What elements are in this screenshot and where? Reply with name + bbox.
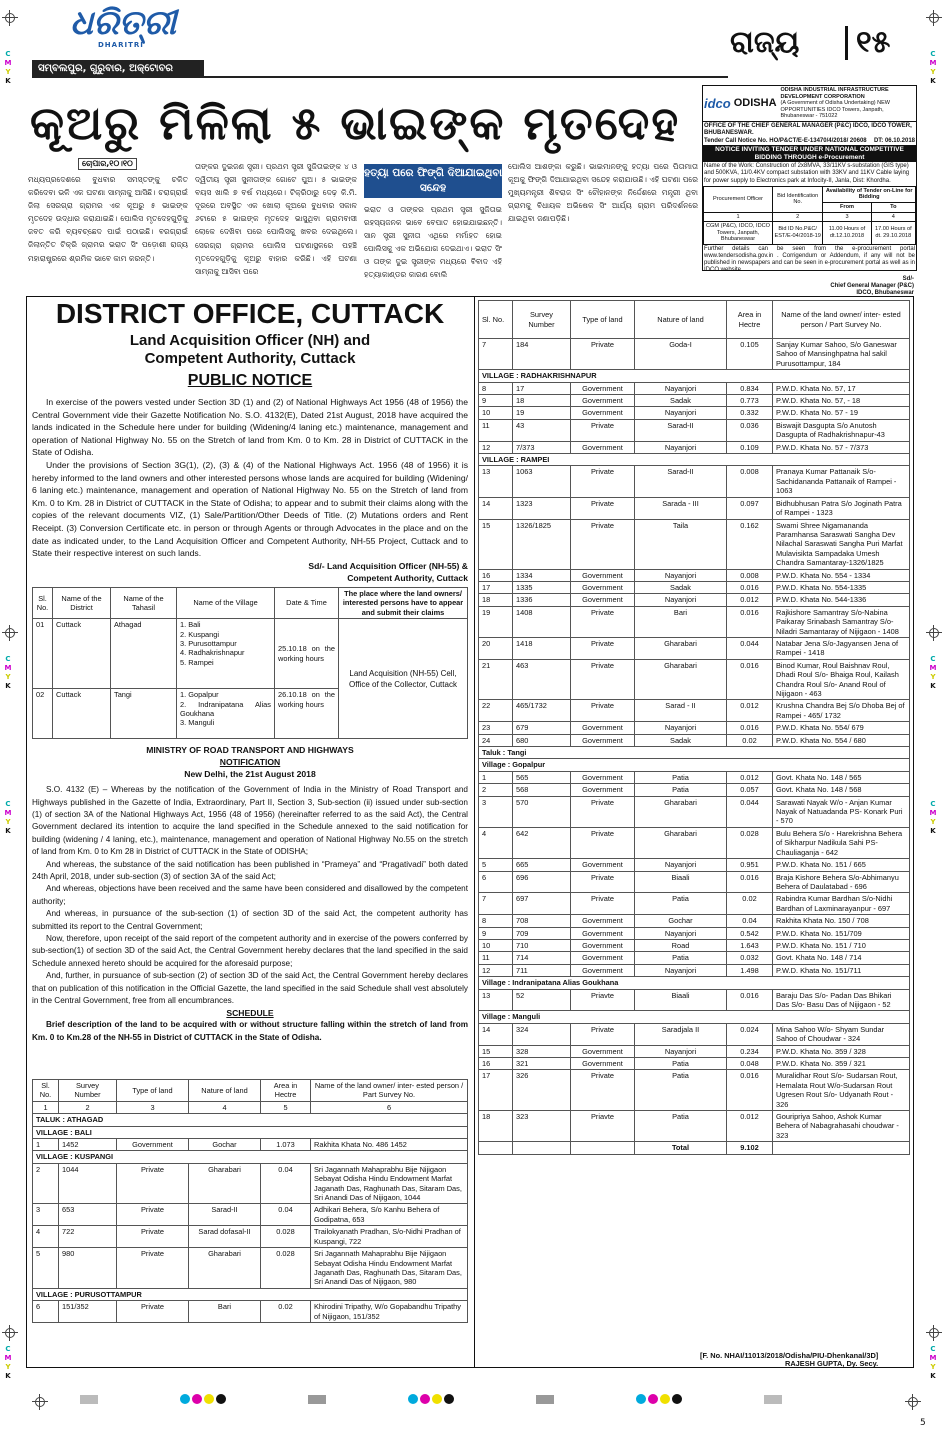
registration-mark bbox=[2, 10, 18, 26]
idco-logo: idco bbox=[704, 95, 731, 111]
odisha-logo: ODISHA bbox=[733, 96, 777, 109]
table-row: 3 570 Private Gharabari 0.044 Sarawati Nayak W/o - Anjan Kumar Nayak of Natuadanda PS- Konark Puri - 570 bbox=[479, 796, 910, 827]
village-row: Taluk : Tangi bbox=[479, 747, 910, 759]
column-divider bbox=[474, 296, 475, 1368]
tender-table: Procurement Officer Bid Identification No. Availability of Tender on-Line for Bidding From To 1 2 3 4 CGM (P&C), IDCO, IDCO Towers, Janpath, Bhubaneswar Bid ID No.P&C/ EST/E-04/2018-19 11.00 Hours of dt.12.10.2018 17.00 Hours of dt. 29.10.2018 bbox=[703, 186, 916, 245]
table-row: 13 52 Priavte Biaali 0.016 Baraju Das S/o- Padan Das Bhikari Das S/o- Basu Das of Nijigaon - 52 bbox=[479, 989, 910, 1011]
table-row: 14 324 Private Saradjala II 0.024 Mina Sahoo W/o- Shyam Sundar Sahoo of Choudwar - 324 bbox=[479, 1023, 910, 1045]
story-column-4: ପୋଲିସ ଆଶଙ୍କା କରୁଛି। ଭାଇମାନଙ୍କୁ ହତ୍ୟା ପରେ ପିତାମାତା କୂଅକୁ ଫିଙ୍ଗି ଦିଆଯାଇଥିବା ସନ୍ଦେହ କରାଯାଉଛି। ଏହି ଘଟଣା ପରେ ମୁଖ୍ୟମନ୍ତ୍ରୀ ଶିବରାଜ ସିଂ ଚୌହାନଙ୍କ ନିର୍ଦ୍ଦେଶରେ ମନ୍ତ୍ରୀ ଥିବା ଗ୍ରାମକୁ ବିଧାୟକ ଅଭିଷେକ ସିଂ ଆର୍ଯ୍ୟ ଗ୍ରାମ ପରିଦର୍ଶନରେ ଯାଇଥିବା ଜଣାପଡ଼ିଛି। bbox=[508, 162, 698, 224]
table-row: 21 463 Private Gharabari 0.016 Binod Kumar, Roul Baishnav Roul, Dhadi Roul S/o- Bhaiga Roul, Kailash Chandra Roul S/o- Anand Roul of Nijigaon - 463 bbox=[479, 659, 910, 700]
table-row: 1 1452 Government Gochar 1.073 Rakhita Khata No. 486 1452 bbox=[33, 1139, 468, 1151]
cmyk-marks: C M Y K bbox=[929, 1345, 937, 1380]
table-row: 13 1063 Private Sarad-II 0.008 Pranaya Kumar Pattanaik S/o-Sachidananda Pattanaik of Rampei - 1063 bbox=[479, 466, 910, 497]
newspaper-logo-sub: DHARITRI bbox=[98, 41, 144, 49]
registration-mark bbox=[926, 10, 942, 26]
registration-mark bbox=[2, 1325, 18, 1341]
headline: କୂଅରୁ ମିଳିଲା ୫ ଭାଇଙ୍କ ମୃତଦେହ bbox=[30, 96, 681, 150]
cmyk-marks: C M Y K bbox=[4, 655, 12, 690]
registration-mark bbox=[926, 1325, 942, 1341]
notice-para-1: In exercise of the powers vested under Section 3D (1) and (2) of National Highways Act 1956 (48 of 1956) the Central Government vide their Gazette Notification No. S.O. 4132(E), Dated 21st August, 2018 have acquired the lands indicated in the Schedule here under for building (Widening/4 laning etc.) maintenance, management and operation of National Highway No. 55 on the Stretch of land from Km. 0 to Km. 28 in District of CUTTACK in the State of Odisha. bbox=[32, 397, 468, 458]
table-row: 4 642 Private Gharabari 0.028 Bulu Behera S/o - Harekrishna Behera of Sikharpur Nadikula Sahi PS- Chauliaganja - 642 bbox=[479, 827, 910, 858]
cmyk-marks: C M Y K bbox=[4, 50, 12, 85]
notice-signature: Sd/- Land Acquisition Officer (NH-55) & Competent Authority, Cuttack bbox=[308, 560, 468, 584]
notice-para-2: Under the provisions of Section 3G(1), (2), (3) & (4) of the National Highways Act. 1956 (48 of 1956) it is hereby informed to the land owners and other interested persons whose lands are acquired for building (Widening/ 6 laning etc.) maintenance, management and operation of National Highway No. 55 on the Stretch of land from Km. 0 to Km. 28 in District of CUTTACK in the State of Odisha; to appear and to submit their claims along with the copies of the relevant documents VIZ, (1) Sale/Partition/Other Deeds of Title. (2) Mutations orders and Rent Receipt. (3) Conversion Certificate etc. in person or through Agents or through Advocates in the place and on the date as indicated under, to the Land Acquisition Officer and Competent Authority, NH-55 Project, Cuttack and to State their respective interest on such lands. bbox=[32, 459, 468, 559]
registration-mark bbox=[2, 625, 18, 641]
table-row: 5 665 Government Nayanjori 0.951 P.W.D. Khata No. 151 / 665 bbox=[479, 859, 910, 871]
tender-notice-no: Tender Call Notice No. HO/P&CT/E-E-13470/4/2018/ 20608 bbox=[704, 137, 867, 144]
table-row: 24 680 Government Sadak 0.02 P.W.D. Khata No. 554 / 680 bbox=[479, 734, 910, 746]
registration-mark bbox=[926, 625, 942, 641]
village-row: Village : Manguli bbox=[479, 1011, 910, 1023]
deputy-secretary-signature: RAJESH GUPTA, Dy. Secy. bbox=[785, 1359, 879, 1368]
schedule-table-left: Sl. No. Survey Number Type of land Nature of land Area in Hectre Name of the land owner/ inter- ested person / Part Survey No. 1 2 3 4 5 6 TALUK : ATHAGAD VILLAGE : BALI 1 1452 Government Gochar 1.073 Rakhita Khata No. 486 1452 VILLAGE : KUSPANGI 2 1044 Private Gharabari 0.04 Sri Jagannath Mahaprabhu Bije Nijigaon Sebayat Odisha Hindu Endowment Marfat Jaganath Das, Raghunath Das, Sitaram Das, Sri Anandi Das of Nijigaon, 1044 3 653 Private Sarad-II 0.04 Adhikari Behera, S/o Kanhu Behera of Godipatna, 653 4 722 Private Sarad dofasal-II 0.028 Trailokyanath Pradhan, S/o-Nidhi Pradhan of Kuspangi, 722 5 980 Private Gharabari 0.028 Sri Jagannath Mahaprabhu Bije Nijigaon Sebayat Odisha Hindu Endowment Marfat Jaganath Das, Raghunath Das, Sitaram Das, Sri Anandi Das of Nijigaon, 980 VILLAGE : PURUSOTTAMPUR 6 151/352 Private Bari 0.02 Khirodini Tripathy, W/o Gopabandhu Tripathy of Nijigaon, 151/352 bbox=[32, 1079, 468, 1323]
total-label: Total bbox=[635, 1142, 727, 1154]
table-row: 17 326 Private Patia 0.016 Muralidhar Rout S/o- Sudarsan Rout, Hemalata Rout W/o-Sudarsan Rout Ugresen Rout S/o- Udyanath Rout - 326 bbox=[479, 1070, 910, 1111]
table-row: 12 711 Government Nayanjori 1.498 P.W.D. Khata No. 151/711 bbox=[479, 964, 910, 976]
public-notice-heading: PUBLIC NOTICE bbox=[187, 372, 313, 389]
page-number: ୧୫ bbox=[845, 26, 890, 60]
tender-further: Further details can be seen from the e-procurement portal www.tendersodisha.gov.in . Corrigendum or Addendum, if any will not be published in newspapers and can be seen in e-procurement portal as well as in IDCO website. bbox=[704, 245, 915, 274]
table-row: 15 1326/1825 Private Taila 0.162 Swami Shree Nigamananda Paramhansa Saraswati Sangha Dev Nilachal Saraswati Sangha Puri Marfat Mulavisikta Sampadaka Umesh Chandra Samantaray-1326/1825 bbox=[479, 519, 910, 569]
story-column-3: ଭରାତ ଓ ତାଙ୍କର ପ୍ରଥମ ସ୍ତ୍ରୀ ସୁଜିତାଇ ରହସ୍ୟଜନକ ଭାବେ ବେପାତ ହୋଇଯାଇଛନ୍ତି। ସାନ ସ୍ତ୍ରୀ ସୁନୀତା ଏଥିରେ ମର୍ମାହତ ହୋଇ ପୋଲିସକୁ ଏକ ଅଭିଯୋଗ ଦେଇଥାଏ। ଭରାତ ସିଂ ଓ ତାଙ୍କ ଦୁଇ ସ୍ତ୍ରୀଙ୍କ ମଧ୍ୟରେ ବିବାଦ ଏହି ହତ୍ୟାକାଣ୍ଡର କାରଣ ବୋଲି bbox=[364, 205, 502, 280]
table-row: 3 653 Private Sarad-II 0.04 Adhikari Behera, S/o Kanhu Behera of Godipatna, 653 bbox=[33, 1204, 468, 1226]
total-area: 9.102 bbox=[727, 1142, 773, 1154]
registration-mark bbox=[32, 1394, 48, 1410]
cmyk-marks: C M Y K bbox=[929, 800, 937, 835]
notification-para-4: And whereas, in pursuance of the sub-section (1) of section 3D of the said Act, the competent authority has submitted its report to the Central Government; bbox=[32, 909, 468, 931]
notification-para-1: S.O. 4132 (E) – Whereas by the notification of the Government of India in the Ministry of Road Transport and Highways published in the Gazette of India, Extraordinary, Part II, Section 3, Sub-section (ii) issued under sub-section (1) of section 3A of the National Highways Act, 1956 (48 of 1956) (hereinafter referred to as the said Act), the Central Government declared its intention to acquire the land specified in the Schedule annexed to the said notification for building (widening / 4 laning, etc.), maintenance, management and operation of National Highway No.55 on the stretch of land from Km. 0 to Km 28 in District of CUTTACK in the State of ODISHA; bbox=[32, 785, 468, 857]
section-name: ରାଜ୍ୟ bbox=[730, 25, 800, 60]
cmyk-marks: C M Y K bbox=[4, 1345, 12, 1380]
table-row: 16 1334 Government Nayanjori 0.008 P.W.D. Khata No. 554 - 1334 bbox=[479, 569, 910, 581]
hearing-table: Sl. No. Name of the District Name of the Tahasil Name of the Village Date & Time The place where the land owners/ interested persons have to appear and submit their claims 01 Cuttack Athagad 1. Bali 2. Kuspangi 3. Purusottampur 4. Radhakrishnapur 5. Rampei 25.10.18 on the working hours Land Acquisition (NH-55) Cell, Office of the Collector, Cuttack 02 Cuttack Tangi 1. Gopalpur 2. Indranipatana Alias Goukhana 3. Manguli 26.10.18 on the working hours bbox=[32, 587, 468, 739]
tender-band: NOTICE INVITING TENDER UNDER NATIONAL COMPETITIVE BIDDING THROUGH e-Procurement bbox=[703, 145, 916, 162]
story-column-2: ତାଙ୍କର ଦୁଇଜଣ ସ୍ତ୍ରୀ। ପ୍ରଥମ ସ୍ତ୍ରୀ ସୁଜିତାଇଙ୍କ ୪ ଓ ଦ୍ୱିତୀୟ ସ୍ତ୍ରୀ ସୁନୀତାଙ୍କ ଗୋଟେ ପୁଅ। ୫ ଭାଇଙ୍କ ବୟସ ଖାଲି ୭ ବର୍ଷ ମଧ୍ୟରେ। ଟିକ୍ରିଠାରୁ ଦେଢ଼ କି.ମି. ଦୂରରେ ଅବସ୍ଥିତ ଏକ ଖୋଲା କୂଅରେ ବୁଧବାର ସକାଳ ୬ଟାରେ ୫ ଭାଇଙ୍କ ମୃତଦେହ ଭାସୁଥିବା ଗ୍ରାମବାସୀ ଲୋକେ ଦେଖିବା ପରେ ପୋଲିସକୁ ଖବର ଦେଇଥିଲେ। ସେରଗ୍ରା ଗ୍ରାମର ପୋଲିସ ଘଟଣାସ୍ଥଳରେ ପହଞ୍ଚି ମୃତଦେହଗୁଡ଼ିକୁ କୂଅରୁ ବାହାର କରିଛି। ଏହି ଘଟଣା ସାମ୍ନାକୁ ଆସିବା ପରେ bbox=[195, 162, 357, 276]
table-row: 9 709 Government Nayanjori 0.542 P.W.D. Khata No. 151/709 bbox=[479, 927, 910, 939]
table-row: 23 679 Government Nayanjori 0.016 P.W.D. Khata No. 554/ 679 bbox=[479, 722, 910, 734]
table-row: 9 18 Government Sadak 0.773 P.W.D. Khata No. 57, - 18 bbox=[479, 395, 910, 407]
table-row: 2 568 Government Patia 0.057 Govt. Khata No. 148 / 568 bbox=[479, 784, 910, 796]
cmyk-marks: C M Y K bbox=[4, 800, 12, 835]
village-row: VILLAGE : BALI bbox=[33, 1126, 468, 1138]
notice-subtitle: Land Acquisition Officer (NH) and Competent Authority, Cuttack bbox=[129, 332, 371, 367]
village-row: VILLAGE : KUSPANGI bbox=[33, 1151, 468, 1163]
table-row: 5 980 Private Gharabari 0.028 Sri Jagannath Mahaprabhu Bije Nijigaon Sebayat Odisha Hindu Endowment Marfat Jaganath Das, Raghunath Das, Sitaram Das, Sri Anandi Das of Nijigaon, 980 bbox=[33, 1248, 468, 1289]
registration-mark bbox=[905, 1394, 921, 1410]
table-row: 2 1044 Private Gharabari 0.04 Sri Jagannath Mahaprabhu Bije Nijigaon Sebayat Odisha Hindu Endowment Marfat Jaganath Das, Raghunath Das, Sitaram Das, Sri Anandi Das of Nijigaon, 1044 bbox=[33, 1163, 468, 1204]
table-row: 17 1335 Government Sadak 0.016 P.W.D. Khata No. 554-1335 bbox=[479, 581, 910, 593]
table-row: 10 710 Government Road 1.643 P.W.D. Khata No. 151 / 710 bbox=[479, 939, 910, 951]
village-row: VILLAGE : RADHAKRISHNAPUR bbox=[479, 370, 910, 382]
table-row: 22 465/1732 Private Sarad - II 0.012 Krushna Chandra Bej S/o Dhoba Bej of Rampei - 465/ 1732 bbox=[479, 700, 910, 722]
tender-work: Name of the Work: Construction of 2x8MVA, 33/11KV s-substation (GIS type) and 500KVA, 11/0.4KV compact substation with 33KV and 11KV Cable laying for power supply to Electronics park at Infocity-II, Janla, Dist: Khordha. bbox=[704, 163, 910, 184]
tender-org-sub: (A Government of Odisha Undertaking) NEW OPPORTUNITIES IDCO Towers, Janpath, Bhubaneswar - 751022 bbox=[780, 100, 890, 119]
story-column-1: ମଧ୍ୟପ୍ରଦେଶରେ ବୁଧବାର ସମସ୍ତଙ୍କୁ ଚକିତ କରିଦେବା ଭଳି ଏକ ଘଟଣା ସାମ୍ନାକୁ ଆସିଛି। ଚରାଗ୍ରାଇଁ ଜିଲା ସେରଗ୍ରା ଗ୍ରାମର ଏକ କୂଅରୁ ୫ ଭାଇଙ୍କ ମୃତଦେହ ଉଦ୍ଧାର କରାଯାଇଛି। ପୋଲିସ ମୃତଦେହଗୁଡ଼ିକୁ ଜବତ କରି ବ୍ୟବଚ୍ଛେଦ ପାଇଁ ପଠାଇଛି। ବରଗ୍ରାଇଁ ଜିଲାନ୍ତିତ ଟିକ୍ରି ଗ୍ରାମର ଭରାତ ସିଂ ପଡ଼ୋଶୀ ରାଜ୍ୟ ମହାରାଷ୍ଟ୍ରରେ ଶ୍ରମିକ ଭାବେ କାମ କରନ୍ତି। bbox=[28, 175, 188, 263]
table-row: 11 43 Private Sarad-II 0.036 Biswajit Dasgupta S/o Anutosh Dasgupta of Radhakrishnapur-43 bbox=[479, 419, 910, 441]
table-row: 4 722 Private Sarad dofasal-II 0.028 Trailokyanath Pradhan, S/o-Nidhi Pradhan of Kuspangi, 722 bbox=[33, 1226, 468, 1248]
table-row: 20 1418 Private Gharabari 0.044 Natabar Jena S/o-Jagyansen Jena of Rampei - 1418 bbox=[479, 637, 910, 659]
village-row: Village : Gopalpur bbox=[479, 759, 910, 771]
table-row: 16 321 Government Patia 0.048 P.W.D. Khata No. 359 / 321 bbox=[479, 1058, 910, 1070]
story-subheading: ହତ୍ୟା ପରେ ଫିଙ୍ଗି ଦିଆଯାଇଥିବା ସନ୍ଦେହ bbox=[364, 164, 502, 198]
tender-signature: Sd/- Chief General Manager (P&C) IDCO, Bhubaneswar bbox=[830, 275, 914, 297]
notification-heading: NOTIFICATION bbox=[219, 757, 281, 768]
notification-para-2: And whereas, the substance of the said notification has been published in “Prameya” and “Pragativadi” both dated 24th April, 2018, under sub-section (3) of section 3A of the said Act; bbox=[32, 859, 468, 881]
schedule-heading: SCHEDULE bbox=[226, 1008, 274, 1019]
notification-para-5: Now, therefore, upon receipt of the said report of the competent authority and in exercise of the powers conferred by sub-section(1) of section 3D of the said Act, the Central Government hereby declares that the land specified in the said Schedule annexed hereto should be acquired for the aforesaid purpose; bbox=[32, 934, 468, 968]
header-rule bbox=[204, 76, 728, 78]
file-number: [F. No. NHAI/11013/2018/Odisha/PIU-Dhenkanal/3D] bbox=[700, 1351, 879, 1360]
ministry-heading: MINISTRY OF ROAD TRANSPORT AND HIGHWAYS bbox=[146, 745, 354, 756]
table-row: 18 1336 Government Nayanjori 0.012 P.W.D. Khata No. 544-1336 bbox=[479, 594, 910, 606]
cmyk-marks: C M Y K bbox=[929, 50, 937, 85]
village-row: VILLAGE : PURUSOTTAMPUR bbox=[33, 1288, 468, 1300]
printer-page-number: 5 bbox=[920, 1418, 926, 1428]
table-row: 7 697 Private Patia 0.02 Rabindra Kumar Bardhan S/o-Nidhi Bardhan of Laxminarayanpur - 697 bbox=[479, 893, 910, 915]
table-row: 6 696 Private Biaali 0.016 Braja Kishore Behera S/o-Abhimanyu Behera of Daulatabad - 696 bbox=[479, 871, 910, 893]
table-row: 6 151/352 Private Bari 0.02 Khirodini Tripathy, W/o Gopabandhu Tripathy of Nijigaon, 151/352 bbox=[33, 1301, 468, 1323]
table-row: 8 17 Government Nayanjori 0.834 P.W.D. Khata No. 57, 17 bbox=[479, 382, 910, 394]
schedule-brief: Brief description of the land to be acquired with or without structure falling within the stretch of land from Km. 0 to Km.28 of the NH-55 in District of CUTTACK in the State of Odisha. bbox=[32, 1020, 468, 1042]
story-dateline: ଚୋପାର,୧୦।୧୦ bbox=[78, 158, 137, 170]
table-row: 10 19 Government Nayanjori 0.332 P.W.D. Khata No. 57 - 19 bbox=[479, 407, 910, 419]
village-row: VILLAGE : RAMPEI bbox=[479, 454, 910, 466]
notification-date: New Delhi, the 21st August 2018 bbox=[184, 769, 316, 780]
notification-para-3: And whereas, objections have been received and the same have been considered and disallowed by the competent authority; bbox=[32, 884, 468, 906]
color-calibration-bar bbox=[80, 1394, 784, 1404]
table-row: 14 1323 Private Sarada - III 0.097 Bidhubhusan Patra S/o Joginath Patra of Rampei - 1323 bbox=[479, 497, 910, 519]
schedule-table-right: Sl. No. Survey Number Type of land Nature of land Area in Hectre Name of the land owner/ inter- ested person / Part Survey No. 7 184 Private Goda-I 0.105 Sanjay Kumar Sahoo, S/o Ganeswar Sahoo of Mansinghpatna hal sakil Purusottampur, 184 VILLAGE : RADHAKRISHNAPUR 8 17 Government Nayanjori 0.834 P.W.D. Khata No. 57, 17 9 18 Government Sadak 0.773 P.W.D. Khata No. 57, - 18 10 19 Government Nayanjori 0.332 P.W.D. Khata No. 57 - 19 11 43 Private Sarad-II 0.036 Biswajit Dasgupta S/o Anutosh Dasgupta of Radhakrishnapur-43 12 7/373 Government Nayanjori 0.109 P.W.D. Khata No. 57 - 7/373 VILLAGE : RAMPEI 13 1063 Private Sarad-II 0.008 Pranaya Kumar Pattanaik S/o-Sachidananda Pattanaik of Rampei - 1063 14 1323 Private Sarada - III 0.097 Bidhubhusan Patra S/o Joginath Patra of Rampei - 1323 15 1326/1825 Private Taila 0.162 Swami Shree Nigamananda Paramhansa Saraswati Sangha Dev Nilachal Saraswati Sangha Puri Marfat Mulavisikta Sampadaka Umesh Chandra Samantaray-1326/1825 16 1334 Government Nayanjori 0.008 P.W.D. Khata No. 554 - 1334 17 1335 Government Sadak 0.016 P.W.D. Khata No. 554-1335 18 1336 Government Nayanjori 0.012 P.W.D. Khata No. 544-1336 19 1408 Private Bari 0.016 Rajkishore Samantray S/o-Nabina Paikaray Srinabash Samantray S/o-Niladri Samantaray of Nijigaon - 1408 20 1418 Private Gharabari 0.044 Natabar Jena S/o-Jagyansen Jena of Rampei - 1418 21 463 Private Gharabari 0.016 Binod Kumar, Roul Baishnav Roul, Dhadi Roul S/o- Bhaiga Roul, Kailash Chandra Roul S/o- Anand Roul of Nijigaon - 463 22 465/1732 Private Sarad - II 0.012 Krushna Chandra Bej S/o Dhoba Bej of Rampei - 465/ 1732 23 679 Government Nayanjori 0.016 P.W.D. Khata No. 554/ 679 24 680 Government Sadak 0.02 P.W.D. Khata No. 554 / 680 Taluk : Tangi Village : Gopalpur 1 565 Government Patia 0.012 Govt. Khata No. 148 / 565 2 568 Government Patia 0.057 Govt. Khata No. 148 / 568 3 570 Private Gharabari 0.044 Sarawati Nayak W/o - Anjan Kumar Nayak of Natuadanda PS- Konark Puri - 570 4 642 Private Gharabari 0.028 Bulu Behera S/o - Harekrishna Behera of Sikharpur Nadikula Sahi PS- Chauliaganja - 642 5 665 Government Nayanjori 0.951 P.W.D. Khata No. 151 / 665 6 696 Private Biaali 0.016 Braja Kishore Behera S/o-Abhimanyu Behera of Daulatabad - 696 7 697 Private Patia 0.02 Rabindra Kumar Bardhan S/o-Nidhi Bardhan of Laxminarayanpur - 697 8 708 Government Gochar 0.04 Rakhita Khata No. 150 / 708 9 709 Government Nayanjori 0.542 P.W.D. Khata No. 151/709 10 710 Government Road 1.643 P.W.D. Khata No. 151 / 710 11 714 Government Patia 0.032 Govt. Khata No. 148 / 714 12 711 Government Nayanjori 1.498 P.W.D. Khata No. 151/711 Village : Indranipatana Alias Goukhana 13 52 Priavte Biaali 0.016 Baraju Das S/o- Padan Das Bhikari Das S/o- Basu Das of Nijigaon - 52 Village : Manguli 14 324 Private Saradjala II 0.024 Mina Sahoo W/o- Shyam Sundar Sahoo of Choudwar - 324 15 328 Government Nayanjori 0.234 P.W.D. Khata No. 359 / 328 16 321 Government Patia 0.048 P.W.D. Khata No. 359 / 321 17 326 Private Patia 0.016 Muralidhar Rout S/o- Sudarsan Rout, Hemalata Rout W/o-Sudarsan Rout Ugresen Rout S/o- Udyanath Rout - 326 18 323 Priavte Patia 0.012 Gouripriya Sahoo, Ashok Kumar Behera of Nabagrahasahi choudwar - 323 Total 9.102 bbox=[478, 300, 910, 1155]
table-row: 12 7/373 Government Nayanjori 0.109 P.W.D. Khata No. 57 - 7/373 bbox=[479, 441, 910, 453]
table-row: 18 323 Priavte Patia 0.012 Gouripriya Sahoo, Ashok Kumar Behera of Nabagrahasahi choudwar - 323 bbox=[479, 1111, 910, 1142]
table-row: 7 184 Private Goda-I 0.105 Sanjay Kumar Sahoo, S/o Ganeswar Sahoo of Mansinghpatna hal sakil Purusottampur, 184 bbox=[479, 339, 910, 370]
notice-title: DISTRICT OFFICE, CUTTACK bbox=[55, 298, 445, 329]
cmyk-marks: C M Y K bbox=[929, 655, 937, 690]
notification-para-6: And, further, in pursuance of sub-section (2) of section 3D of the said Act, the Central Government hereby declares that on publication of this notification in the Official Gazette, the land specified in the said Schedule shall vest absolutely in the Central Government, free from all encumbrances. bbox=[32, 971, 468, 1006]
dateline: ସମ୍ବଲପୁର, ଗୁରୁବାର, ଅକ୍ଟୋବର ୧୧/୨୦୧୮ bbox=[32, 60, 204, 78]
table-row: 15 328 Government Nayanjori 0.234 P.W.D. Khata No. 359 / 328 bbox=[479, 1045, 910, 1057]
tender-notice-ad bbox=[702, 85, 917, 297]
tender-org: ODISHA INDUSTRIAL INFRASTRUCTURE DEVELOPMENT CORPORATION bbox=[780, 87, 889, 100]
table-row: 8 708 Government Gochar 0.04 Rakhita Khata No. 150 / 708 bbox=[479, 915, 910, 927]
newspaper-logo: ଧରିତ୍ରୀ bbox=[70, 3, 177, 43]
table-row: 11 714 Government Patia 0.032 Govt. Khata No. 148 / 714 bbox=[479, 952, 910, 964]
notice-body bbox=[32, 396, 468, 1044]
tender-office: OFFICE OF THE CHIEF GENERAL MANAGER (P&C) IDCO, IDCO TOWER, BHUBANESWAR. bbox=[704, 122, 912, 136]
village-row: Village : Indranipatana Alias Goukhana bbox=[479, 977, 910, 989]
village-row: TALUK : ATHAGAD bbox=[33, 1114, 468, 1126]
table-row: 19 1408 Private Bari 0.016 Rajkishore Samantray S/o-Nabina Paikaray Srinabash Samantray S/o-Niladri Samantaray of Nijigaon - 1408 bbox=[479, 606, 910, 637]
tender-date: DT: 06.10.2018 bbox=[873, 137, 915, 144]
table-row: 1 565 Government Patia 0.012 Govt. Khata No. 148 / 565 bbox=[479, 771, 910, 783]
